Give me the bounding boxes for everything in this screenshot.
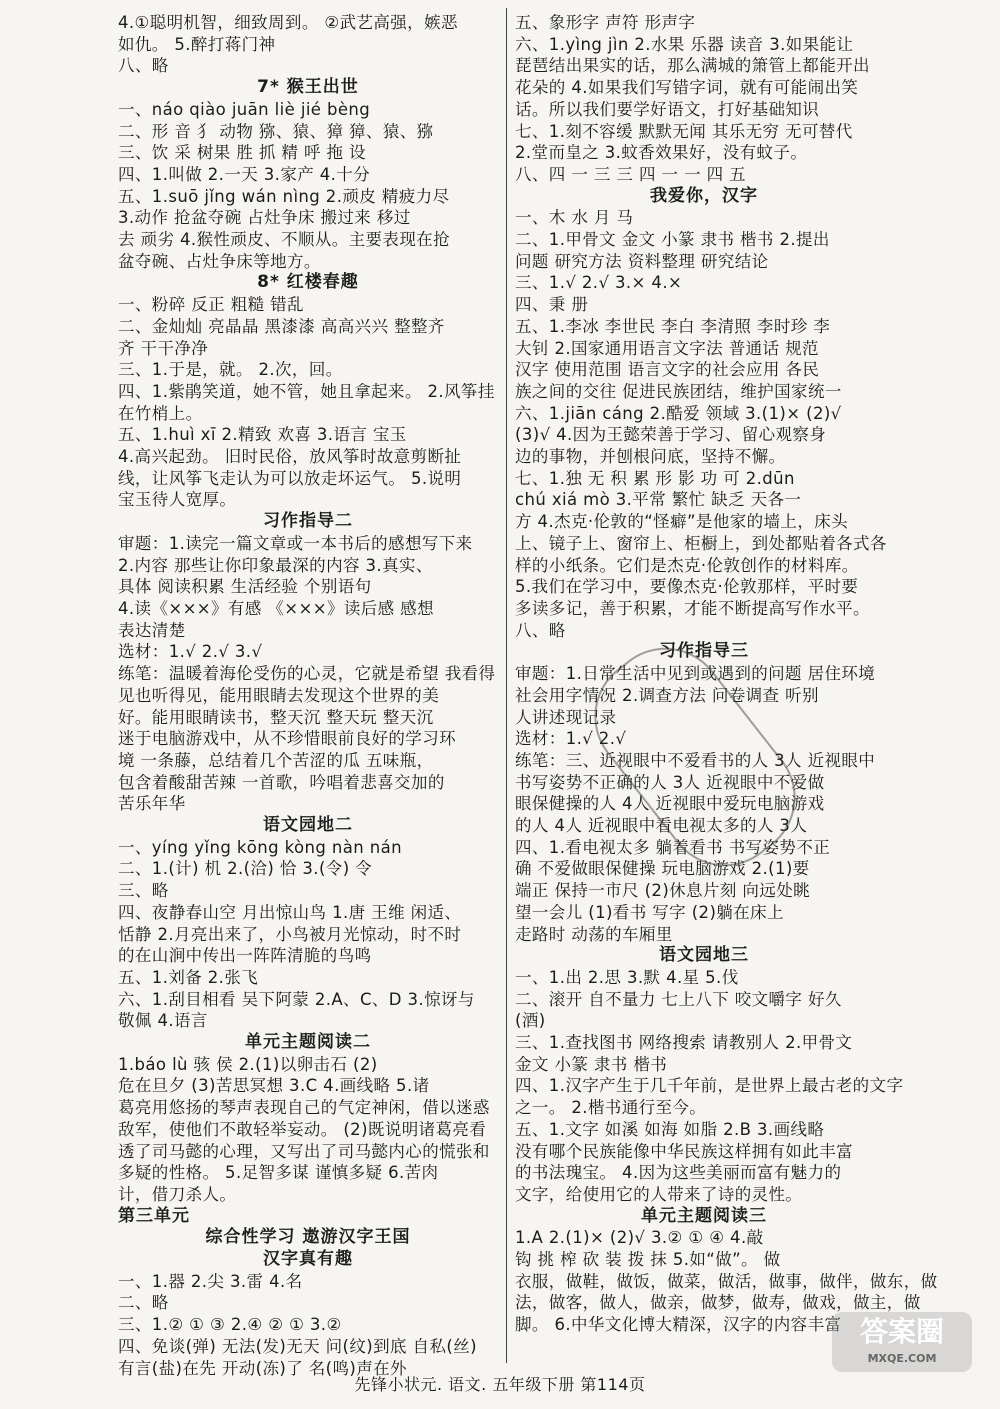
left-column — [118, 12, 498, 1379]
answer-line: 4.高兴起劲。 旧时民俗，放风筝时故意剪断扯 — [118, 447, 462, 467]
answer-line: 危在旦夕 (3)苦思冥想 3.C 4.画线略 5.诸 — [118, 1076, 430, 1096]
answer-line: 线，让风筝飞走认为可以放走坏运气。 5.说明 — [118, 468, 462, 488]
answer-line: 三、1.√ 2.√ 3.× 4.× — [515, 273, 683, 293]
answer-line: 四、1.叫做 2.一天 3.家产 4.十分 — [118, 164, 371, 184]
section-title: 我爱你，汉字 — [650, 185, 758, 206]
answer-line: 见也听得见，能用眼睛去发现这个世界的美 — [118, 685, 440, 705]
answer-line: 一、1.出 2.思 3.默 4.星 5.伐 — [515, 967, 739, 987]
answer-line: 七、1.独 无 积 累 形 影 功 可 2.dūn — [515, 468, 795, 488]
answer-line: 边的事物，并刨根问底，坚持不懈。 — [515, 447, 786, 467]
section-title: 习作指导三 — [659, 641, 749, 662]
section-title: 习作指导二 — [263, 511, 353, 532]
answer-line: 四、秉 册 — [515, 295, 589, 315]
answer-line: 有言(盐)在先 开动(冻)了 名(鸣)声在外 — [118, 1358, 407, 1378]
answer-line: 审题：1.日常生活中见到或遇到的问题 居住环境 — [515, 664, 876, 684]
answer-line: 法，做客，做人，做亲，做梦，做寿，做戏，做主，做 — [515, 1293, 921, 1313]
answer-line: 透了司马懿的心理，又写出了司马懿内心的慌张和 — [118, 1141, 490, 1161]
answer-line: 钩 挑 榨 砍 装 拨 抹 5.如“做”。 做 — [515, 1250, 781, 1270]
answer-line: 望一会儿 (1)看书 写字 (2)躺在床上 — [515, 902, 784, 922]
answer-line: 一、yíng yǐng kōng kòng nàn nán — [118, 837, 403, 857]
answer-line: 花朵的 4.如果我们写错字词，就有可能闹出笑 — [515, 78, 859, 98]
answer-line: 审题：1.读完一篇文章或一本书后的感想写下来 — [118, 533, 473, 553]
answer-line: 八、略 — [118, 56, 169, 76]
answer-line: 的书法瑰宝。 4.因为这些美丽而富有魅力的 — [515, 1163, 842, 1183]
answer-line: 计，借刀杀人。 — [118, 1184, 237, 1204]
section-title: 语文园地三 — [659, 945, 749, 966]
answer-line: 葛亮用悠扬的琴声表现自己的气定神闲，借以迷惑 — [118, 1098, 490, 1118]
answer-line: 族之间的交往 促进民族团结，维护国家统一 — [515, 381, 842, 401]
watermark-text: 答案圈 — [859, 1315, 944, 1348]
answer-line: 宝玉待人宽厚。 — [118, 490, 237, 510]
section-title: 第三单元 — [118, 1205, 190, 1226]
answer-line: 2.内容 那些让你印象最深的内容 3.真实、 — [118, 555, 433, 575]
answer-line: 四、1.紫鹃笑道，她不管，她且拿起来。 2.风筝挂 — [118, 381, 495, 401]
answer-line: 五、1.文字 如溪 如海 如脂 2.B 3.画线略 — [515, 1119, 825, 1139]
answer-line: 端正 保持一市尺 (2)休息片刻 向远处眺 — [515, 881, 811, 901]
answer-line: 苦乐年华 — [118, 794, 186, 814]
answer-line: 包含着酸甜苦辣 一首歌，吟唱着悲喜交加的 — [118, 772, 445, 792]
answer-line: 三、1.于是，就。 2.次，回。 — [118, 360, 343, 380]
answer-line: 一、粉碎 反正 粗糙 错乱 — [118, 295, 304, 315]
answer-line: 的在山涧中传出一阵阵清脆的鸟鸣 — [118, 946, 372, 966]
answer-line: 文字，给使用它的人带来了诗的灵性。 — [515, 1184, 803, 1204]
answer-line: 书写姿势不正确的人 3人 近视眼中不爱做 — [515, 772, 825, 792]
watermark-logo — [832, 1312, 972, 1372]
answer-line: 八、四 一 三 三 四 一 一 四 五 — [515, 164, 747, 184]
answer-line: 走路时 动荡的车厢里 — [515, 924, 673, 944]
answer-line: 齐 干干净净 — [118, 338, 209, 358]
answer-line: 2.堂而皇之 3.蚊香效果好，没有蚊子。 — [515, 143, 808, 163]
answer-line: 七、1.刻不容缓 默默无闻 其乐无穷 无可替代 — [515, 121, 853, 141]
answer-line: 多疑的性格。 5.足智多谋 谨慎多疑 6.苦肉 — [118, 1163, 439, 1183]
answer-line: 一、木 水 月 马 — [515, 208, 634, 228]
watermark-url: MXQE.COM — [867, 1352, 937, 1365]
answer-line: 琵琶结出果实的话，那么满城的箫管上都能开出 — [515, 56, 870, 76]
answer-line: 选材：1.√ 2.√ — [515, 729, 627, 749]
answer-line: 如仇。 5.醉打蒋门神 — [118, 34, 276, 54]
answer-line: 好。能用眼睛读书，整天沉 整天玩 整天沉 — [118, 707, 434, 727]
answer-line: 大钊 2.国家通用语言文字法 普通话 规范 — [515, 338, 819, 358]
answer-line: 一、1.器 2.尖 3.雷 4.名 — [118, 1271, 303, 1291]
answer-line: 六、1.jiān cáng 2.酷爱 领域 3.(1)× (2)√ — [515, 403, 842, 423]
page-footer: 先锋小状元. 语文. 五年级下册 第114页 — [354, 1375, 646, 1394]
answer-line: 5.我们在学习中，要像杰克·伦敦那样，平时要 — [515, 577, 859, 597]
answer-line: 之一。 2.楷书通行至今。 — [515, 1098, 707, 1118]
answer-line: 练笔：温暖着海伦受伤的心灵，它就是希望 我看得 — [118, 664, 496, 684]
column-divider — [506, 8, 507, 1363]
answer-line: 二、滚开 自不量力 七上八下 咬文嚼字 好久 — [515, 989, 842, 1009]
answer-line: 社会用字情况 2.调查方法 问卷调查 听别 — [515, 685, 819, 705]
answer-line: 的人 4人 近视眼中看电视太多的人 3人 — [515, 816, 808, 836]
answer-line: 四、免谈(弹) 无法(发)无天 问(纹)到底 自私(丝) — [118, 1336, 477, 1356]
answer-line: 选材：1.√ 2.√ 3.√ — [118, 642, 263, 662]
answer-line: 练笔：三、近视眼中不爱看书的人 3人 近视眼中 — [515, 750, 876, 770]
answer-line: 二、略 — [118, 1293, 169, 1313]
section-title: 单元主题阅读二 — [245, 1032, 371, 1053]
answer-line: 五、象形字 声符 形声字 — [515, 13, 696, 32]
answer-line: 四、夜静春山空 月出惊山鸟 1.唐 王维 闲适、 — [118, 902, 462, 922]
answer-line: 汉字 使用范围 语言文字的社会应用 各民 — [515, 360, 820, 380]
answer-line: (3)√ 4.因为王懿荣善于学习、留心观察身 — [515, 425, 827, 445]
answer-line: 一、náo qiào juān liè jié bèng — [118, 99, 371, 119]
answer-line: 二、1.甲骨文 金文 小篆 隶书 楷书 2.提出 — [515, 230, 830, 250]
answer-line: 衣服，做鞋，做饭，做菜，做活，做事，做伴，做东，做 — [515, 1271, 938, 1291]
answer-line: 二、1.(计) 机 2.(洽) 恰 3.(令) 令 — [118, 859, 373, 879]
answer-line: 方 4.杰克·伦敦的“怪癖”是他家的墙上，床头 — [515, 512, 849, 532]
section-title: 单元主题阅读三 — [641, 1205, 767, 1226]
answer-line: 敬佩 4.语言 — [118, 1011, 208, 1031]
answer-line: 没有哪个民族能像中华民族这样拥有如此丰富 — [515, 1141, 853, 1161]
answer-line: 二、金灿灿 亮晶晶 黑漆漆 高高兴兴 整整齐 — [118, 316, 445, 336]
section-title: 汉字真有趣 — [263, 1249, 353, 1270]
answer-line: 恬静 2.月亮出来了，小鸟被月光惊动，时不时 — [118, 924, 462, 944]
answer-line: 眼保健操的人 4人 近视眼中爱玩电脑游戏 — [515, 794, 825, 814]
section-title: 综合性学习 遨游汉字王国 — [205, 1227, 411, 1248]
answer-line: 四、1.看电视太多 躺着看书 书写姿势不正 — [515, 837, 831, 857]
answer-line: 上、镜子上、窗帘上、柜橱上，到处都贴着各式各 — [515, 533, 887, 553]
answer-line: 3.动作 抢盆夺碗 占灶争床 搬过来 移过 — [118, 208, 411, 228]
section-title: 7* 猴王出世 — [257, 77, 359, 98]
answer-line: 1.A 2.(1)× (2)√ 3.② ① ④ 4.敲 — [515, 1228, 764, 1248]
answer-line: 脚。 6.中华文化博大精深，汉字的内容丰富 — [515, 1315, 842, 1335]
answer-line: 4.①聪明机智，细致周到。 ②武艺高强，嫉恶 — [118, 13, 458, 32]
answer-line: (酒) — [515, 1011, 546, 1031]
answer-line: 问题 研究方法 资料整理 研究结论 — [515, 251, 769, 271]
answer-line: 样的小纸条。它们是杰克·伦敦创作的材料库。 — [515, 555, 859, 575]
answer-line: 多读多记，善于积累，才能不断提高写作水平。 — [515, 598, 870, 618]
answer-line: 八、略 — [515, 620, 566, 640]
answer-line: 4.读《×××》有感 《×××》读后感 感想 — [118, 598, 434, 618]
answer-line: 五、1.李冰 李世民 李白 李清照 李时珍 李 — [515, 316, 831, 336]
answer-line: 五、1.huì xī 2.精致 欢喜 3.语言 宝玉 — [118, 425, 407, 445]
answer-line: 话。所以我们要学好语文，打好基础知识 — [515, 99, 820, 119]
answer-line: 确 不爱做眼保健操 玩电脑游戏 2.(1)要 — [515, 859, 810, 879]
answer-line: 金文 小篆 隶书 楷书 — [515, 1054, 668, 1074]
answer-line: 敌军，使他们不敢轻举妄动。 (2)既说明诸葛亮看 — [118, 1119, 487, 1139]
section-title: 8* 红楼春趣 — [257, 272, 359, 293]
answer-line: 去 顽劣 4.猴性顽皮、不顺从。主要表现在抢 — [118, 230, 451, 250]
answer-line: 具体 阅读积累 生活经验 个别语句 — [118, 577, 372, 597]
answer-line: chú xiá mò 3.平常 繁忙 缺乏 天各一 — [515, 490, 802, 510]
section-title: 语文园地二 — [263, 815, 353, 836]
answer-line: 五、1.suō jǐng wán nìng 2.顽皮 精疲力尽 — [118, 186, 450, 206]
answer-line: 三、1.查找图书 网络搜索 请教别人 2.甲骨文 — [515, 1033, 853, 1053]
answer-line: 境 一条藤，总结着几个苦涩的瓜 五味瓶， — [118, 750, 434, 770]
answer-line: 五、1.刘备 2.张飞 — [118, 967, 259, 987]
answer-line: 六、1.刮目相看 吴下阿蒙 2.A、C、D 3.惊讶与 — [118, 989, 475, 1009]
answer-line: 表达清楚 — [118, 620, 186, 640]
answer-line: 二、形 音 犭 动物 猕、猿、獐 獐、猿、猕 — [118, 121, 434, 141]
answer-line: 盆夺碗、占灶争床等地方。 — [118, 251, 321, 271]
answer-line: 人讲述现记录 — [515, 707, 617, 727]
answer-line: 在竹梢上。 — [118, 403, 203, 423]
answer-line: 三、饮 采 树果 胜 抓 精 呼 拖 设 — [118, 143, 366, 163]
answer-line: 三、1.② ① ③ 2.④ ② ① 3.② — [118, 1315, 342, 1335]
answer-line: 四、1.汉字产生于几千年前，是世界上最古老的文字 — [515, 1076, 904, 1096]
answer-line: 三、略 — [118, 881, 169, 901]
answer-line: 1.báo lù 骇 侯 2.(1)以卵击石 (2) — [118, 1054, 378, 1074]
answer-line: 迷于电脑游戏中，从不珍惜眼前良好的学习环 — [118, 729, 456, 749]
answer-line: 六、1.yìng jìn 2.水果 乐器 读音 3.如果能让 — [515, 34, 854, 54]
